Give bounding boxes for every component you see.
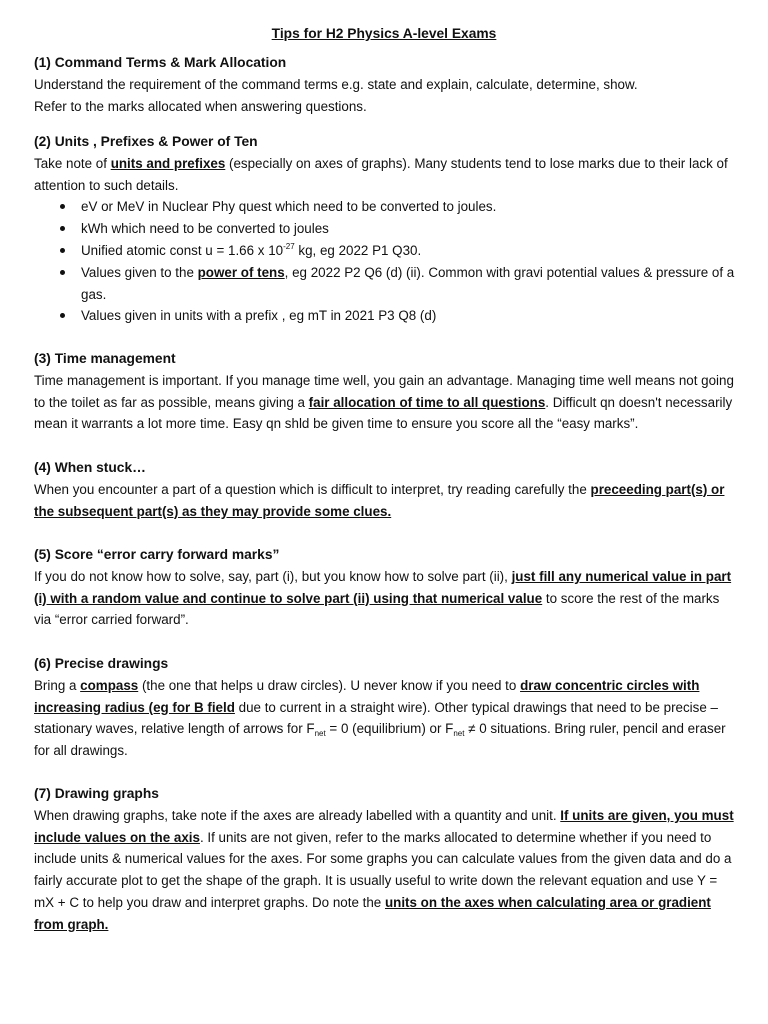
text-run: Unified atomic const u = 1.66 x 10 — [81, 242, 284, 258]
emphasis-text: preceeding part(s) or the subsequent part(s) as they may provide some clues. — [34, 481, 725, 519]
text-run: Take note of — [34, 155, 111, 171]
text-run: If you do not know how to solve, say, part (i), but you know how to solve part (ii), — [34, 568, 512, 584]
section-error-carry-forward — [34, 544, 739, 631]
text-run: When you encounter a part of a question which is difficult to interpret, try reading carefully the — [34, 481, 591, 497]
section-heading: (1) Command Terms & Mark Allocation — [34, 55, 287, 70]
text-run: = 0 (equilibrium) or F — [325, 721, 454, 737]
section-heading: (7) Drawing graphs — [34, 786, 159, 801]
text-run: , eg 2022 P2 Q6 (d) (ii). Common with gravi potential values & pressure of a gas. — [81, 264, 735, 302]
text-run: . If units are not given, refer to the marks allocated to determine whether if you need to include units & numerical values for the axes. For some graphs you can calculate values from the given data and do a fairly accurate plot to get the shape of the graph. It is usually useful to write down the relevant equation and use Y = mX + C to help you draw and interpret graphs. Do note the — [34, 829, 732, 910]
text-run: Values given to the — [81, 264, 198, 280]
section-heading: (5) Score “error carry forward marks” — [34, 547, 280, 562]
section-units-prefixes — [34, 131, 739, 327]
paragraph: Refer to the marks allocated when answering questions. — [34, 98, 367, 114]
section-time-management — [34, 348, 739, 435]
emphasis-text: compass — [80, 677, 139, 693]
paragraph — [34, 370, 739, 435]
bullet-list — [34, 196, 739, 327]
text-run: (especially on axes of graphs). Many students tend to lose marks due to their lack of attention to such details. — [34, 155, 728, 193]
paragraph: Understand the requirement of the command terms e.g. state and explain, calculate, determine, show. — [34, 76, 638, 92]
emphasis-text: just fill any numerical value in part (i) with a random value and continue to solve part (ii) using that numerical value — [34, 568, 732, 606]
text-run: due to current in a straight wire). Other typical drawings that need to be precise – stationary waves, relative length of arrows for F — [34, 699, 718, 737]
emphasis-text: units and prefixes — [110, 155, 226, 171]
section-heading: (2) Units , Prefixes & Power of Ten — [34, 134, 258, 149]
paragraph — [34, 805, 739, 936]
section-when-stuck — [34, 457, 739, 522]
list-item: Values given in units with a prefix , eg mT in 2021 P3 Q8 (d) — [34, 305, 739, 327]
list-item: kWh which need to be converted to joules — [34, 218, 739, 240]
section-command-terms — [34, 52, 739, 117]
list-item — [34, 262, 739, 306]
list-item: eV or MeV in Nuclear Phy quest which need to be converted to joules. — [34, 196, 739, 218]
text-run: (the one that helps u draw circles). U never know if you need to — [138, 677, 521, 693]
emphasis-text: draw concentric circles with increasing radius (eg for B field — [34, 677, 700, 715]
subscript: net — [453, 729, 465, 739]
text-run: kg, eg 2022 P1 Q30. — [294, 242, 422, 258]
paragraph — [34, 566, 739, 631]
text-run: to score the rest of the marks via “error carried forward”. — [34, 590, 720, 628]
section-heading: (4) When stuck… — [34, 460, 146, 475]
emphasis-text: If units are given, you must include values on the axis — [34, 807, 734, 845]
subscript: net — [314, 729, 326, 739]
emphasis-text: power of tens — [197, 264, 285, 280]
paragraph — [34, 153, 739, 197]
superscript: -27 — [283, 241, 295, 251]
section-heading: (6) Precise drawings — [34, 656, 169, 671]
emphasis-text: units on the axes when calculating area or gradient from graph. — [34, 894, 711, 932]
text-run: Bring a — [34, 677, 81, 693]
list-item — [34, 240, 739, 262]
text-run: ≠ 0 situations. Bring ruler, pencil and eraser for all drawings. — [34, 721, 726, 759]
section-drawing-graphs — [34, 783, 739, 936]
section-heading: (3) Time management — [34, 351, 176, 366]
text-run: When drawing graphs, take note if the axes are already labelled with a quantity and unit. — [34, 807, 561, 823]
text-run: . Difficult qn doesn't necessarily mean it warrants a lot more time. Easy qn shld be given time to ensure you score all the “easy marks”. — [34, 394, 733, 432]
paragraph — [34, 675, 739, 762]
text-run: Time management is important. If you manage time well, you gain an advantage. Managing time well means not going to the toilet as far as possible, means giving a — [34, 372, 734, 410]
emphasis-text: fair allocation of time to all questions — [308, 394, 546, 410]
section-precise-drawings — [34, 653, 739, 762]
document-title: Tips for H2 Physics A-level Exams — [271, 26, 497, 41]
paragraph — [34, 479, 739, 523]
